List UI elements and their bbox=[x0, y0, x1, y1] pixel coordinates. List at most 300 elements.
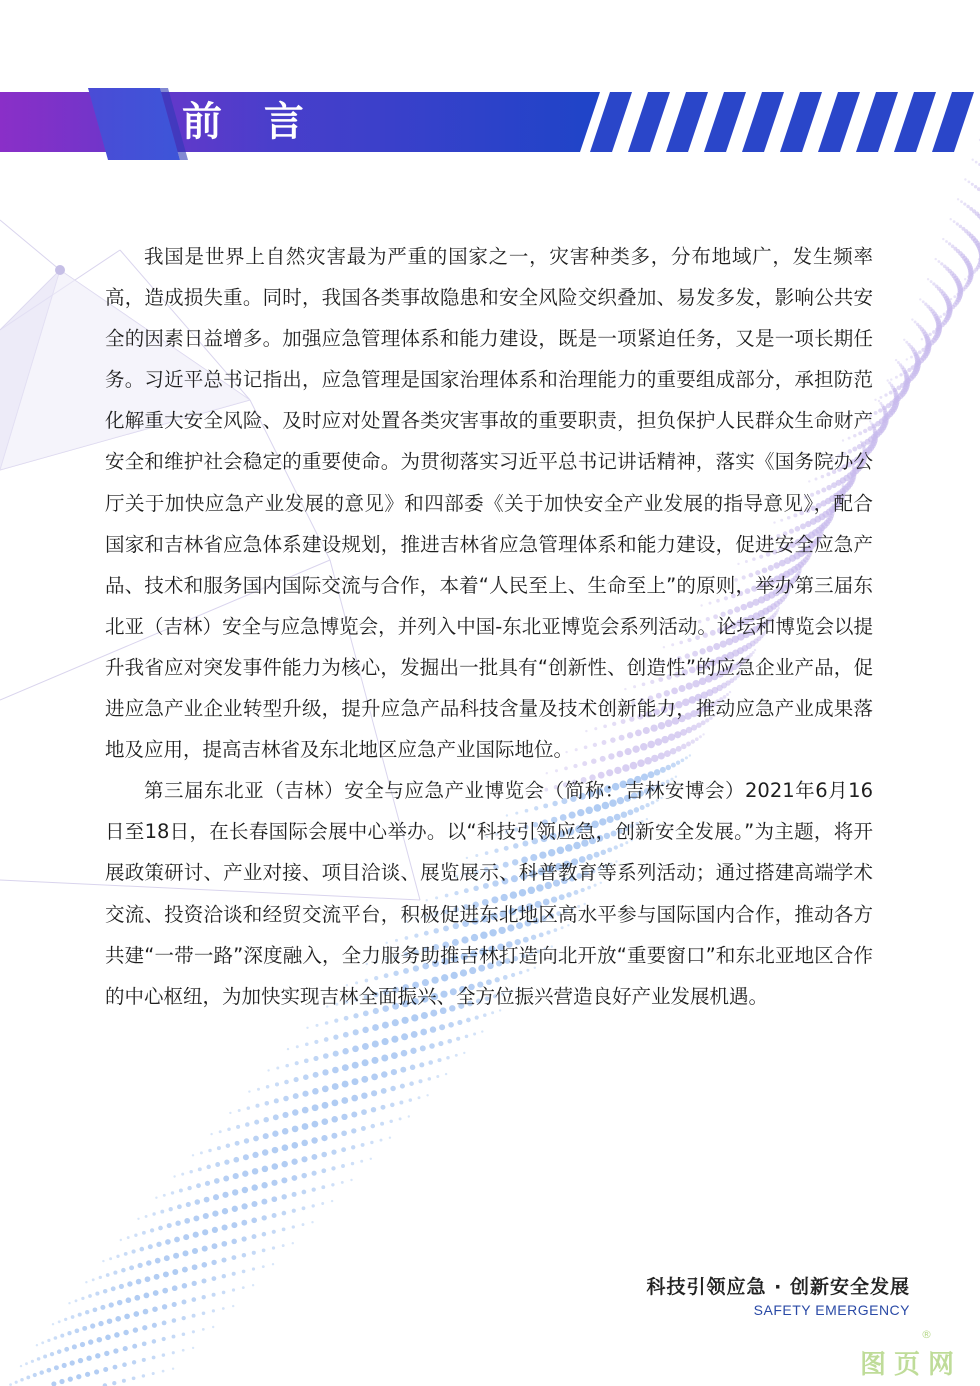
wave-dot bbox=[293, 1093, 299, 1099]
wave-dot bbox=[192, 1281, 197, 1286]
wave-dot bbox=[918, 350, 922, 354]
wave-dot bbox=[361, 1076, 368, 1083]
wave-dot bbox=[267, 1069, 269, 1071]
wave-dot bbox=[122, 1362, 127, 1367]
wave-dot bbox=[152, 1306, 158, 1312]
wave-dot bbox=[222, 1307, 225, 1310]
wave-dot bbox=[968, 181, 971, 184]
wave-dot bbox=[173, 1175, 175, 1177]
wave-dot bbox=[182, 1283, 187, 1288]
wave-dot bbox=[169, 1207, 173, 1211]
wave-dot bbox=[222, 1192, 228, 1198]
wave-dot bbox=[126, 1297, 132, 1303]
wave-dot bbox=[306, 1027, 308, 1029]
wave-dot bbox=[132, 1344, 137, 1349]
wave-dot bbox=[241, 1203, 247, 1209]
wave-dot bbox=[313, 1072, 319, 1078]
wave-dot bbox=[123, 1346, 128, 1351]
wave-dot bbox=[142, 1341, 147, 1346]
wave-dot bbox=[127, 1281, 132, 1286]
wave-dot bbox=[974, 185, 977, 188]
wave-dot bbox=[93, 1307, 98, 1312]
wave-dot bbox=[382, 1022, 389, 1029]
wave-dot bbox=[321, 1135, 327, 1141]
wave-dot bbox=[895, 359, 897, 361]
wave-dot bbox=[341, 1097, 348, 1104]
wave-dot bbox=[953, 295, 956, 298]
wave-dot bbox=[372, 1024, 379, 1031]
wave-dot bbox=[272, 1147, 279, 1154]
wave-dot bbox=[155, 1258, 161, 1264]
wave-dot bbox=[362, 1043, 369, 1050]
wave-dot bbox=[211, 1260, 216, 1265]
wave-dot bbox=[409, 1098, 412, 1101]
wave-dot bbox=[292, 1209, 296, 1213]
wave-dot bbox=[210, 1133, 212, 1135]
wave-dot bbox=[80, 1342, 85, 1347]
wave-dot bbox=[155, 1197, 157, 1199]
wave-dot bbox=[124, 1314, 130, 1320]
wave-dot bbox=[266, 1085, 270, 1089]
wave-dot bbox=[301, 1140, 308, 1147]
wave-dot bbox=[213, 1194, 219, 1200]
wave-dot bbox=[90, 1323, 95, 1328]
wave-dot bbox=[139, 1247, 144, 1252]
registered-mark: ® bbox=[921, 1328, 932, 1341]
wave-dot bbox=[311, 1154, 317, 1160]
wave-dot bbox=[171, 1191, 174, 1194]
wave-dot bbox=[136, 1279, 142, 1285]
wave-dot bbox=[103, 1367, 108, 1372]
wave-dot bbox=[914, 353, 917, 356]
wave-dot bbox=[291, 1159, 297, 1165]
wave-dot bbox=[390, 1103, 395, 1108]
wave-dot bbox=[402, 1017, 409, 1024]
wave-dot bbox=[481, 1030, 483, 1032]
wave-dot bbox=[67, 1331, 71, 1335]
wave-dot bbox=[939, 315, 942, 318]
wave-dot bbox=[878, 408, 882, 412]
wave-dot bbox=[323, 1053, 329, 1059]
wave-dot bbox=[154, 1274, 160, 1280]
wave-dot bbox=[106, 1273, 110, 1277]
wave-dot bbox=[271, 1196, 277, 1202]
wave-dot bbox=[222, 1274, 226, 1278]
wave-dot bbox=[231, 1239, 236, 1244]
wave-dot bbox=[351, 1095, 358, 1102]
wave-dot bbox=[88, 1339, 93, 1344]
wave-dot bbox=[109, 1257, 112, 1260]
wave-dot bbox=[202, 1328, 205, 1331]
wave-dot bbox=[381, 1055, 388, 1062]
wave-dot bbox=[242, 1270, 246, 1274]
wave-dot bbox=[921, 338, 923, 340]
wave-dot bbox=[314, 1040, 318, 1044]
wave-dot bbox=[281, 1177, 287, 1183]
wave-dot bbox=[212, 1227, 218, 1233]
wave-dot bbox=[371, 1107, 376, 1112]
wave-dot bbox=[352, 1078, 359, 1085]
wave-dot bbox=[271, 1180, 277, 1186]
wave-dot bbox=[456, 1037, 460, 1041]
wave-dot bbox=[292, 1126, 299, 1133]
wave-dot bbox=[76, 1374, 81, 1379]
wave-dot bbox=[409, 1081, 414, 1086]
wave-dot bbox=[115, 1316, 121, 1322]
wave-dot bbox=[232, 1305, 234, 1307]
wave-dot bbox=[302, 1190, 307, 1195]
wave-dot bbox=[142, 1325, 147, 1330]
wave-dot bbox=[82, 1326, 87, 1331]
wave-dot bbox=[312, 1204, 315, 1207]
wave-dot bbox=[341, 1147, 346, 1152]
wave-dot bbox=[292, 1225, 295, 1228]
wave-dot bbox=[899, 373, 902, 376]
wave-dot bbox=[162, 1320, 167, 1325]
wave-dot bbox=[291, 1142, 298, 1149]
wave-dot bbox=[351, 1111, 357, 1117]
wave-dot bbox=[251, 1201, 257, 1207]
wave-dot bbox=[313, 1056, 318, 1061]
wave-dot bbox=[956, 222, 959, 225]
wave-dot bbox=[179, 1189, 183, 1193]
wave-dot bbox=[311, 1137, 317, 1143]
wave-dot bbox=[316, 1024, 319, 1027]
wave-dot bbox=[145, 1276, 151, 1282]
wave-dot bbox=[162, 1337, 166, 1341]
wave-dot bbox=[233, 1157, 239, 1163]
wave-dot bbox=[305, 1043, 309, 1047]
wave-dot bbox=[360, 1160, 363, 1163]
wave-dot bbox=[202, 1246, 208, 1252]
wave-dot bbox=[959, 290, 963, 294]
wave-dot bbox=[343, 1032, 349, 1038]
wave-dot bbox=[361, 1109, 367, 1115]
wave-dot bbox=[163, 1271, 169, 1277]
wave-dot bbox=[107, 1318, 113, 1324]
wave-dot bbox=[272, 1163, 279, 1170]
wave-dot bbox=[950, 218, 952, 220]
wave-dot bbox=[897, 361, 900, 364]
wave-dot bbox=[152, 1372, 155, 1375]
wave-dot bbox=[212, 1276, 217, 1281]
wave-dot bbox=[162, 1288, 168, 1294]
wave-dot bbox=[163, 1194, 166, 1197]
wave-dot bbox=[312, 1121, 319, 1128]
wave-dot bbox=[112, 1381, 116, 1385]
wave-dot bbox=[361, 1143, 365, 1147]
wave-dot bbox=[133, 1327, 138, 1332]
wave-dot bbox=[252, 1267, 255, 1270]
wave-dot bbox=[943, 313, 946, 316]
wave-dot bbox=[935, 258, 937, 260]
wave-dot bbox=[400, 1084, 405, 1089]
wave-dot bbox=[971, 183, 974, 186]
wave-dot bbox=[975, 161, 978, 164]
wave-dot bbox=[265, 1101, 270, 1106]
wave-dot bbox=[231, 1255, 236, 1260]
wave-dot bbox=[905, 341, 908, 344]
wave-dot bbox=[192, 1154, 194, 1156]
wave-dot bbox=[222, 1224, 228, 1230]
wave-dot bbox=[215, 1162, 220, 1167]
wave-dot bbox=[889, 391, 893, 395]
wave-dot bbox=[247, 1106, 251, 1110]
wave-dot bbox=[401, 1033, 408, 1040]
wave-dot bbox=[172, 1269, 178, 1275]
wave-dot bbox=[287, 1048, 289, 1050]
wave-dot bbox=[960, 200, 963, 203]
wave-dot bbox=[252, 1284, 254, 1286]
wave-dot bbox=[903, 339, 905, 341]
wave-dot bbox=[219, 1130, 222, 1133]
wave-dot bbox=[447, 1039, 452, 1044]
wave-dot bbox=[134, 1295, 140, 1301]
wave-dot bbox=[262, 1232, 267, 1237]
wave-dot bbox=[282, 1211, 287, 1216]
banner-stripes bbox=[590, 92, 974, 152]
wave-dot bbox=[39, 1370, 43, 1374]
wave-dot bbox=[262, 1249, 266, 1253]
wave-dot bbox=[282, 1112, 288, 1118]
wave-dot bbox=[60, 1334, 64, 1338]
wave-dot bbox=[182, 1250, 188, 1256]
wave-dot bbox=[120, 1239, 122, 1241]
wave-dot bbox=[142, 1231, 146, 1235]
wave-dot bbox=[946, 310, 950, 314]
wave-dot bbox=[47, 1339, 50, 1342]
wave-dot bbox=[331, 1200, 333, 1202]
wave-dot bbox=[134, 1234, 137, 1237]
wave-dot bbox=[221, 1257, 226, 1262]
wave-dot bbox=[68, 1302, 70, 1304]
wave-dot bbox=[263, 1117, 268, 1122]
wave-dot bbox=[334, 1019, 338, 1023]
wave-dot bbox=[410, 1065, 416, 1071]
wave-dot bbox=[121, 1268, 126, 1273]
wave-dot bbox=[963, 203, 966, 206]
wave-dot bbox=[274, 1098, 279, 1103]
wave-dot bbox=[54, 1365, 59, 1370]
wave-dot bbox=[198, 1167, 202, 1171]
wave-dot bbox=[351, 1145, 355, 1149]
wave-dot bbox=[273, 1114, 279, 1120]
wave-dot bbox=[428, 1060, 433, 1065]
wave-dot bbox=[245, 1122, 250, 1127]
wave-dot bbox=[142, 1374, 145, 1377]
wave-dot bbox=[325, 1021, 329, 1025]
wave-dot bbox=[252, 1168, 258, 1174]
wave-dot bbox=[321, 1168, 326, 1173]
wave-dot bbox=[352, 1062, 359, 1069]
wave-dot bbox=[162, 1370, 165, 1373]
wave-dot bbox=[50, 1352, 54, 1356]
wave-dot bbox=[911, 318, 913, 320]
wave-dot bbox=[400, 1067, 406, 1073]
wave-dot bbox=[874, 411, 878, 415]
wave-dot bbox=[95, 1292, 99, 1296]
wave-dot bbox=[282, 1144, 289, 1151]
wave-dot bbox=[390, 1086, 395, 1091]
wave-dot bbox=[133, 1311, 139, 1317]
network-node bbox=[55, 265, 65, 275]
wave-dot bbox=[158, 1226, 163, 1231]
wave-dot bbox=[331, 1116, 338, 1123]
wave-dot bbox=[342, 1064, 349, 1071]
wave-dot bbox=[201, 1278, 206, 1283]
wave-dot bbox=[162, 1353, 165, 1356]
wave-dot bbox=[86, 1356, 91, 1361]
wave-dot bbox=[304, 1058, 309, 1063]
wave-dot bbox=[172, 1368, 174, 1370]
wave-dot bbox=[64, 1347, 69, 1352]
wave-dot bbox=[311, 1221, 313, 1223]
wave-dot bbox=[117, 1300, 122, 1305]
wave-dot bbox=[202, 1229, 208, 1235]
wave-dot bbox=[331, 1149, 336, 1154]
wave-dot bbox=[116, 1255, 119, 1258]
wave-dot bbox=[104, 1351, 109, 1356]
wave-dot bbox=[212, 1309, 215, 1312]
wave-dot bbox=[191, 1297, 196, 1302]
wave-dot bbox=[878, 400, 880, 402]
wave-dot bbox=[221, 1241, 227, 1247]
wave-dot bbox=[109, 1302, 114, 1307]
wave-dot bbox=[156, 1242, 161, 1247]
wave-dot bbox=[342, 1048, 348, 1054]
wave-dot bbox=[177, 1204, 182, 1209]
wave-dot bbox=[382, 1038, 389, 1045]
wave-dot bbox=[887, 379, 889, 381]
wave-dot bbox=[145, 1215, 148, 1218]
wave-dot bbox=[874, 399, 876, 401]
wave-dot bbox=[103, 1289, 107, 1293]
wave-dot bbox=[244, 1138, 249, 1143]
wave-dot bbox=[241, 1236, 246, 1241]
wave-dot bbox=[127, 1236, 130, 1239]
wave-dot bbox=[312, 1187, 316, 1191]
wave-dot bbox=[70, 1360, 75, 1365]
wave-dot bbox=[429, 1043, 435, 1049]
paragraph: 我国是世界上自然灾害最为严重的国家之一，灾害种类多，分布地域广，发生频率高，造成损失重。同时，我国各类事故隐患和安全风险交织叠加、易发多发，影响公共安全的因素日益增多。加强应急管理体系和能力建设，既是一项紧迫任务，又是一项长期任务。习近平总书记指出，应急管理是国家治理体系和治理能力的重要组成部分，承担防范化解重大安全风险、及时应对处置各类灾害事故的重要职责，担负保护人民群众生命财产安全和维护社会稳定的重要使命。为贯彻落实习近平总书记讲话精神，落实《国务院办公厅关于加快应急产业发展的意见》和四部委《关于加快安全产业发展的指导意见》，配合国家和吉林省应急体系建设规划，推进吉林省应急管理体系和能力建设，促进安全应急产品、技术和服务国内国际交流与合作，本着“人民至上、生命至上”的原则，举办第三届东北亚（吉林）安全与应急博览会，并列入中国-东北亚博览会系列活动。论坛和博览会以提升我省应对突发事件能力为核心，发掘出一批具有“创新性、创造性”的应急企业产品，促进应急产业企业转型升级，提升应急产品科技含量及技术创新能力，推动应急产业成果落地及应用，提高吉林省及东北地区应急产业国际地位。 bbox=[105, 245, 873, 762]
wave-dot bbox=[381, 1105, 386, 1110]
wave-dot bbox=[183, 1234, 189, 1240]
wave-dot bbox=[192, 1264, 198, 1270]
wave-dot bbox=[906, 358, 908, 360]
wave-dot bbox=[119, 1284, 124, 1289]
wave-dot bbox=[196, 1183, 201, 1188]
wave-dot bbox=[143, 1309, 149, 1315]
wave-dot bbox=[295, 1061, 299, 1065]
wave-dot bbox=[341, 1130, 347, 1136]
wave-dot bbox=[936, 318, 938, 320]
wave-dot bbox=[956, 293, 959, 296]
wave-dot bbox=[370, 1158, 372, 1160]
wave-dot bbox=[223, 1176, 229, 1182]
wave-dot bbox=[113, 1271, 117, 1275]
wave-dot bbox=[88, 1294, 92, 1298]
wave-dot bbox=[78, 1313, 82, 1317]
wave-dot bbox=[68, 1376, 73, 1381]
wave-dot bbox=[436, 1075, 439, 1078]
wave-dot bbox=[361, 1126, 366, 1131]
wave-dot bbox=[275, 1082, 279, 1086]
wave-dot bbox=[187, 1186, 191, 1190]
wave-dot bbox=[192, 1330, 195, 1333]
wave-dot bbox=[261, 1182, 267, 1188]
wave-dot bbox=[929, 333, 932, 336]
wave-dot bbox=[242, 1253, 246, 1257]
wave-dot bbox=[232, 1189, 238, 1195]
wave-dot bbox=[437, 1058, 441, 1062]
wave-dot bbox=[893, 388, 897, 392]
wave-dot bbox=[389, 1120, 392, 1123]
wave-dot bbox=[152, 1356, 156, 1360]
wave-dot bbox=[193, 1232, 199, 1238]
wave-dot bbox=[144, 1293, 150, 1299]
wave-dot bbox=[165, 1239, 171, 1245]
wave-dot bbox=[252, 1251, 256, 1255]
wave-dot bbox=[85, 1310, 89, 1314]
wave-dot bbox=[350, 1179, 352, 1181]
wave-dot bbox=[64, 1318, 67, 1321]
wave-dot bbox=[41, 1341, 44, 1344]
wave-dot bbox=[942, 238, 944, 240]
wave-dot bbox=[332, 1083, 339, 1090]
wave-dot bbox=[152, 1212, 155, 1215]
wave-dot bbox=[294, 1077, 299, 1082]
wave-dot bbox=[292, 1242, 294, 1244]
wave-dot bbox=[189, 1170, 192, 1173]
wave-dot bbox=[167, 1223, 172, 1228]
wave-dot bbox=[208, 1149, 211, 1152]
wave-dot bbox=[182, 1300, 187, 1305]
wave-dot bbox=[75, 1299, 78, 1302]
wave-dot bbox=[206, 1165, 210, 1169]
wave-dot bbox=[192, 1248, 198, 1254]
wave-dot bbox=[353, 1029, 359, 1035]
wave-dot bbox=[463, 1052, 465, 1054]
wave-dot bbox=[102, 1260, 104, 1262]
wave-dot bbox=[160, 1210, 164, 1214]
wave-dot bbox=[137, 1218, 139, 1220]
wave-dot bbox=[967, 275, 970, 278]
wave-dot bbox=[205, 1181, 210, 1186]
wave-dot bbox=[466, 1018, 471, 1023]
wave-dot bbox=[882, 406, 887, 411]
wave-dot bbox=[212, 1210, 218, 1216]
wave-dot bbox=[192, 1314, 196, 1318]
wave-dot bbox=[283, 1096, 289, 1102]
wave-dot bbox=[884, 393, 887, 396]
wave-dot bbox=[408, 1115, 410, 1117]
wave-dot bbox=[124, 1252, 128, 1256]
wave-dot bbox=[964, 178, 966, 180]
wave-dot bbox=[113, 1348, 118, 1353]
wave-dot bbox=[97, 1337, 102, 1342]
wave-dot bbox=[333, 1035, 338, 1040]
wave-dot bbox=[51, 1381, 56, 1386]
wave-dot bbox=[282, 1128, 289, 1135]
wave-dot bbox=[232, 1206, 238, 1212]
wave-dot bbox=[172, 1285, 178, 1291]
wave-dot bbox=[296, 1045, 299, 1048]
wave-dot bbox=[922, 300, 925, 303]
wave-dot bbox=[129, 1265, 134, 1270]
wave-dot bbox=[98, 1321, 103, 1326]
wave-dot bbox=[972, 270, 976, 274]
wave-dot bbox=[257, 1088, 260, 1091]
